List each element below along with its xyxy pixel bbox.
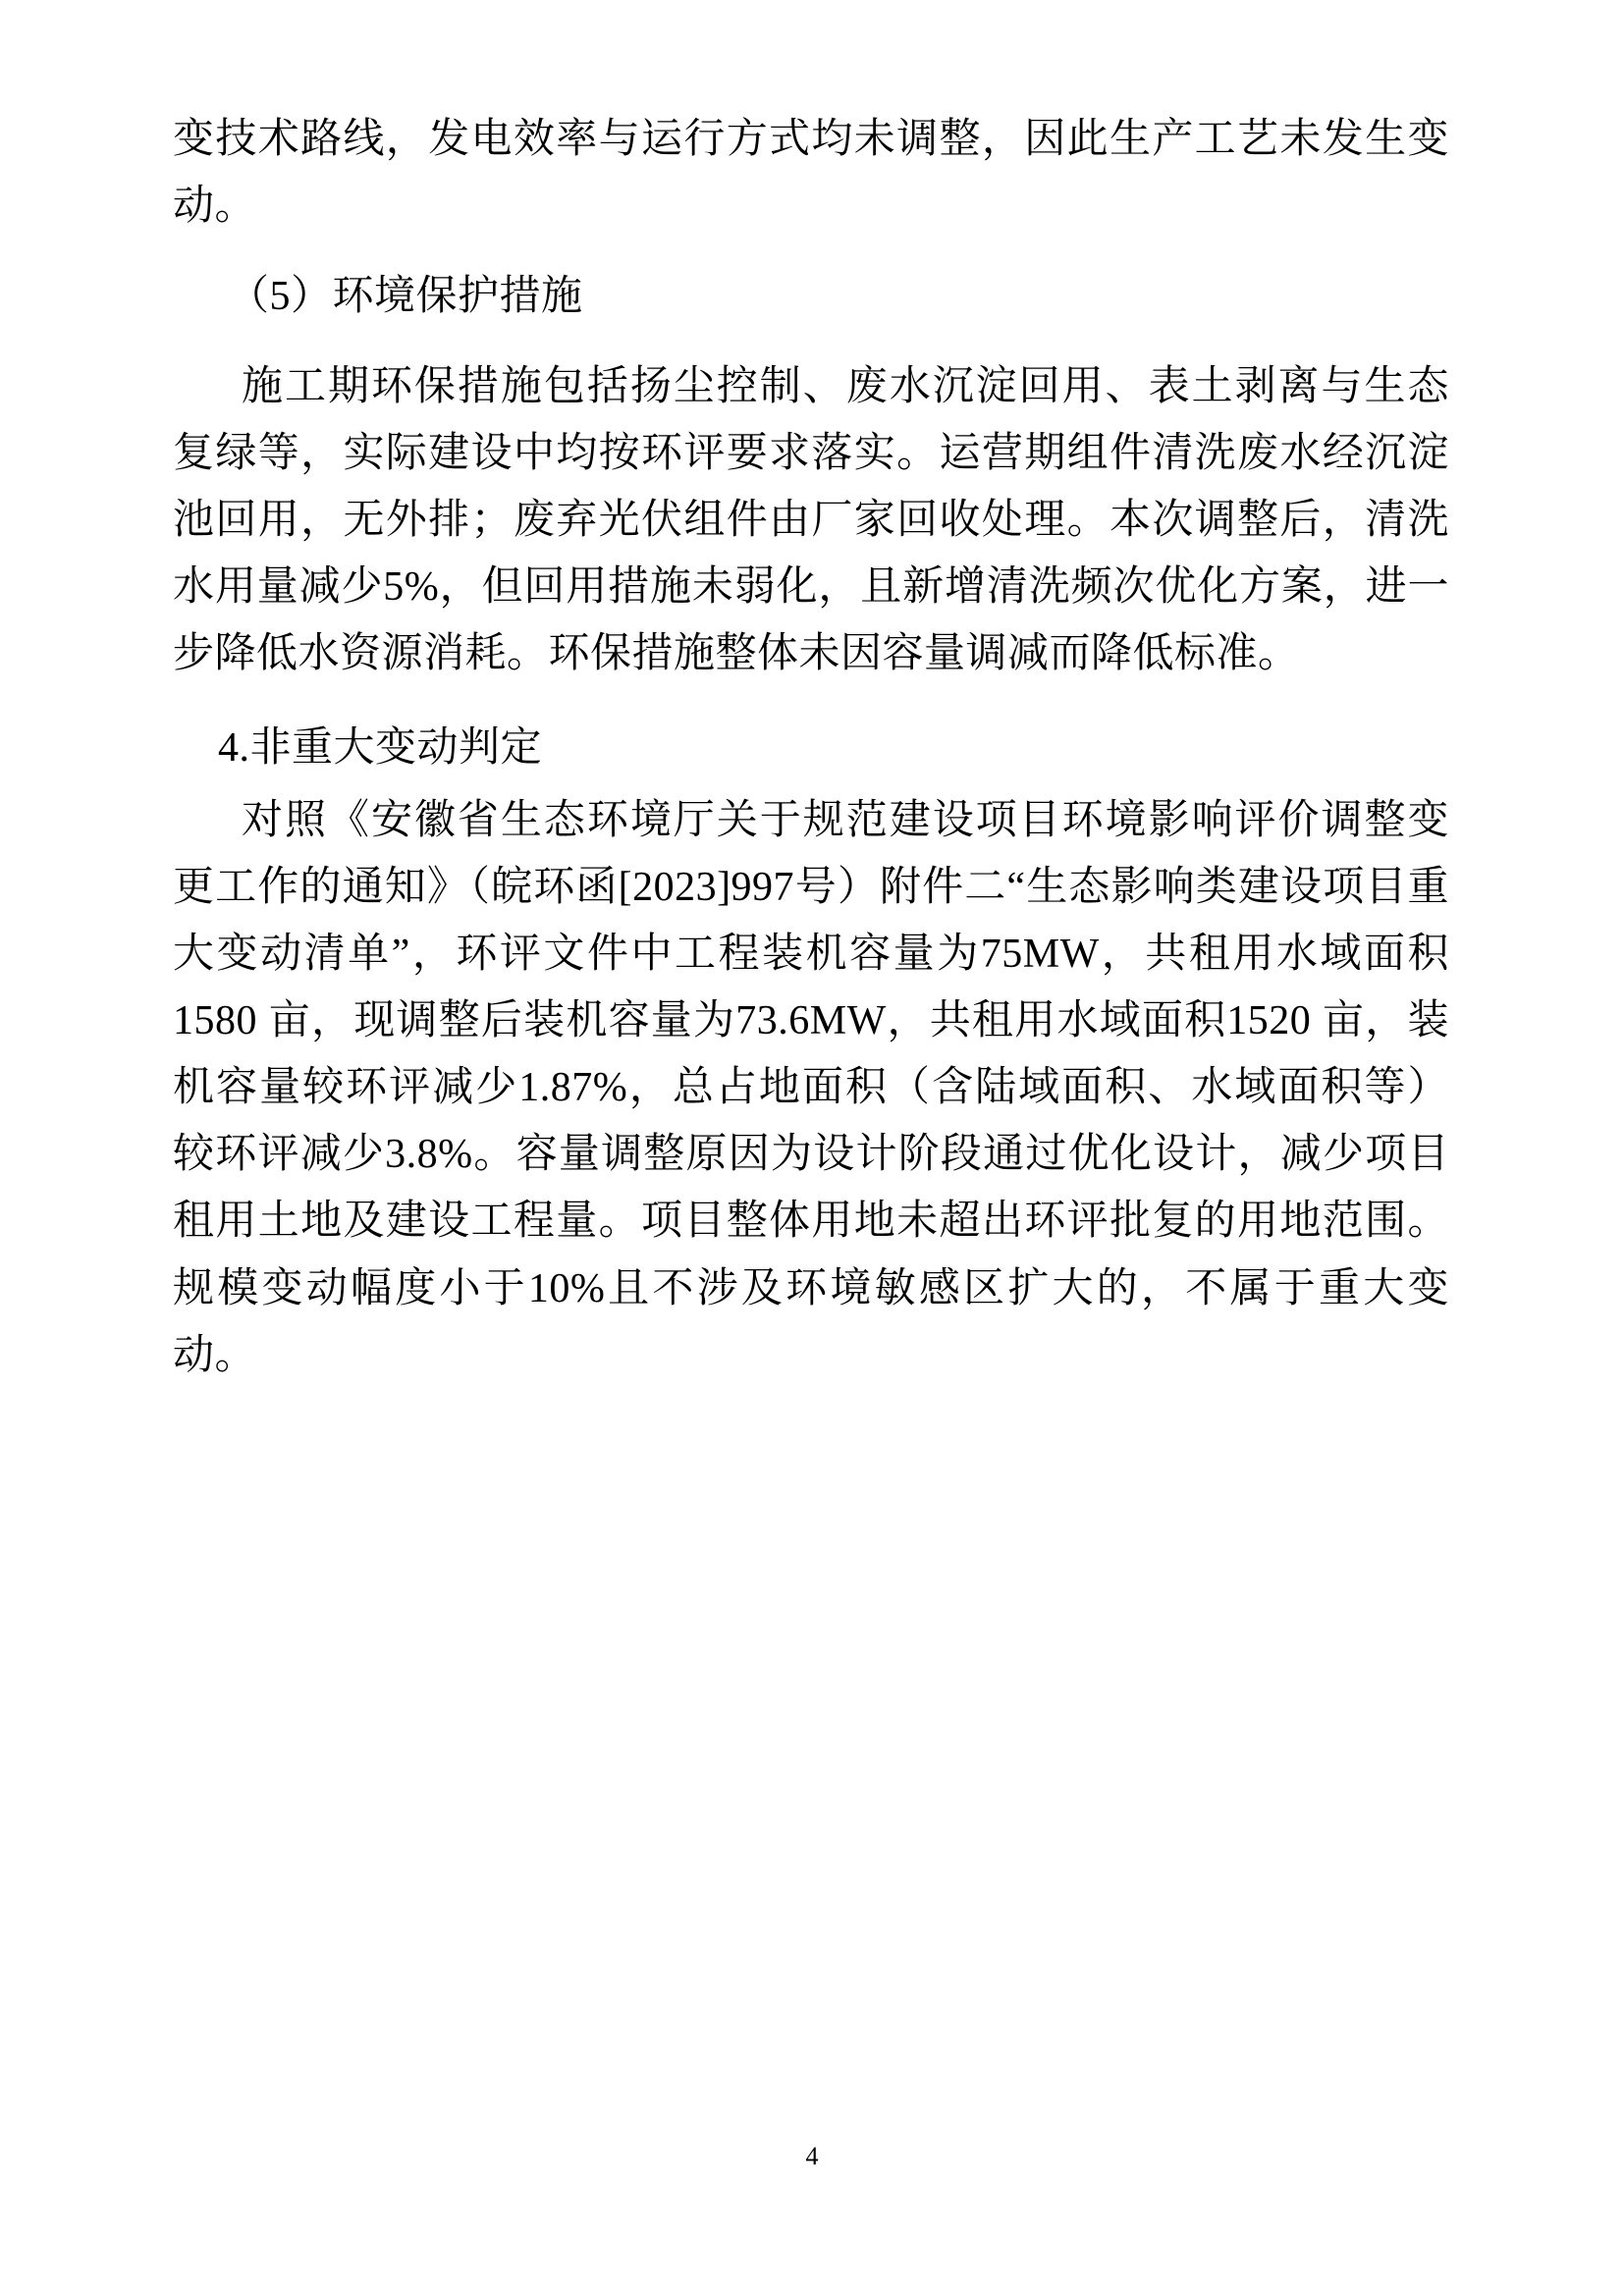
paragraph-production-process: 变技术路线，发电效率与运行方式均未调整，因此生产工艺未发生变动。 [173,117,1449,230]
document-body [173,106,1449,1395]
paragraph-section-heading-env-measures: （5）环境保护措施 [228,274,583,320]
heading-non-major-change-determination: 4.非重大变动判定 [218,725,543,772]
page-number: 4 [805,2142,819,2170]
paragraph-env-protection-measures: 施工期环保措施包括扬尘控制、废水沉淀回用、表土剥离与生态复绿等，实际建设中均按环评要求落实。运营期组件清洗废水经沉淀池回用，无外排；废弃光伏组件由厂家回收处理。本次调整后，清洗水用量减少5%，但回用措施未弱化，且新增清洗频次优化方案，进一步降低水资源消耗。环保措施整体未因容量调减而降低标准。 [173,364,1449,677]
paragraph-non-major-change-body: 对照《安徽省生态环境厅关于规范建设项目环境影响评价调整变更工作的通知》（皖环函[2023]997号）附件二“生态影响类建设项目重大变动清单”，环评文件中工程装机容量为75MW，共租用水域面积1580 亩，现调整后装机容量为73.6MW，共租用水域面积1520 亩，装机容量较环评减少1.87%，总占地面积（含陆域面积、水域面积等）较环评减少3.8%。容量调整原因为设计阶段通过优化设计，减少项目租用土地及建设工程量。项目整体用地未超出环评批复的用地范围。规模变动幅度小于10%且不涉及环境敏感区扩大的，不属于重大变动。 [173,798,1449,1378]
